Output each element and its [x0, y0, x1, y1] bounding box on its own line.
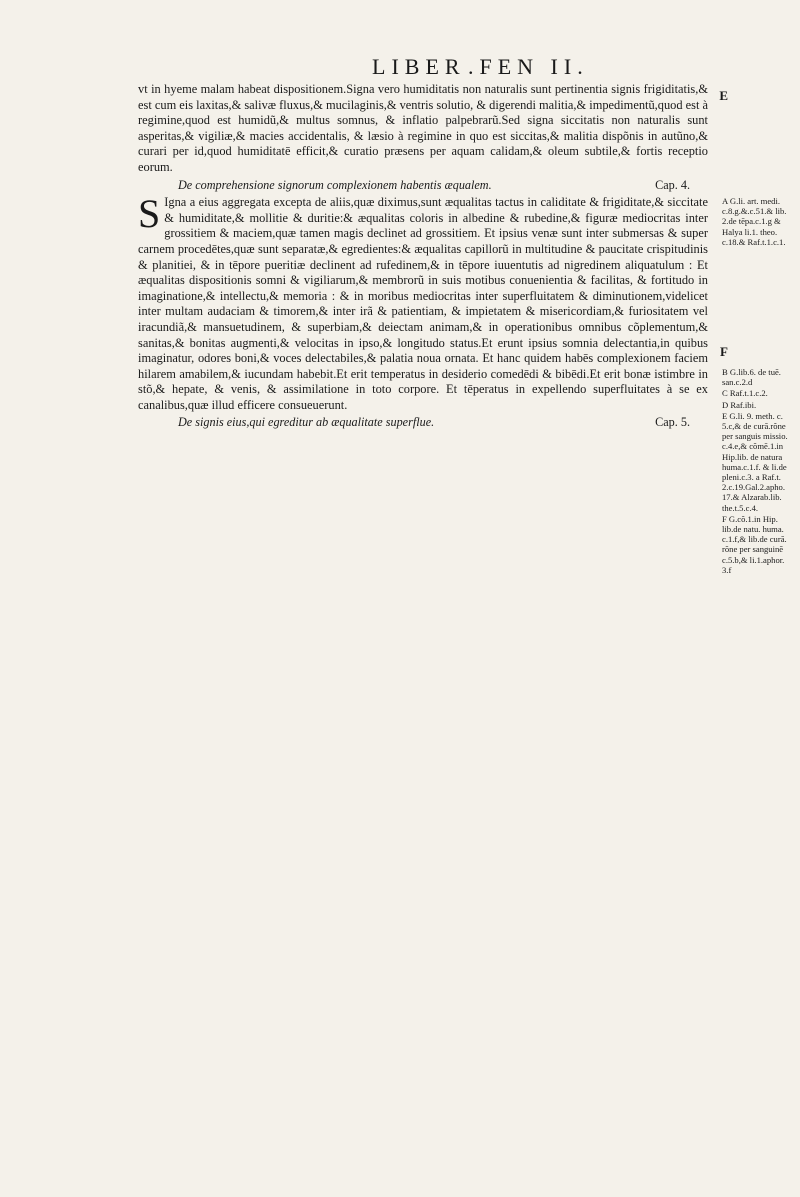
section-heading-text: De comprehensione signorum complexionem habentis æqualem.: [178, 177, 492, 192]
main-text-column: [138, 82, 728, 433]
header-left: LIBER: [372, 54, 466, 79]
side-letter-F: F: [720, 344, 728, 359]
chapter-number: Cap. 4.: [655, 177, 690, 192]
side-letter-E: E: [719, 88, 728, 103]
margin-note: D Raf.ibi.: [722, 399, 757, 410]
drop-cap-letter: S: [138, 191, 161, 237]
marginal-citations: [722, 196, 794, 576]
section-heading-5: [178, 415, 708, 431]
margin-note: F G.cõ.1.in Hip. lib.de natu. huma. c.1.f,& lib.de curā. rõne per sanguinē c.5.b,& li.1.aphor. 3.f: [722, 513, 787, 575]
section-heading-4: [178, 178, 708, 194]
paragraph-2: [138, 191, 708, 413]
margin-note: B G.lib.6. de tuē. san.c.2.d: [722, 367, 781, 388]
margin-note: C Raf.t.1.c.2.: [722, 388, 768, 399]
header-right: .FEN II.: [468, 54, 589, 79]
margin-note: E G.li. 9. meth. c. 5.c,& de curā.rõne per sanguis missio. c.4.e,& cõmē.1.in Hip.lib. de natura huma.c.1.f. & li.de pleni.c.3. a Raf.t. 2.c.19.Gal.2.apho. 17.& Alzarab.lib. the.t.5.c.4.: [722, 410, 788, 513]
margin-note: A G.li. art. medi. c.8.g.&.c.51.& lib. 2.de tēpa.c.1.g & Halya li.1. theo. c.18.& Raf.t.1.c.1.: [722, 196, 787, 247]
paragraph-1: vt in hyeme malam habeat dispositionem.Signa vero humiditatis non naturalis sunt pertinentia signis frigiditatis,& est cum eis laxitas,& salivæ fluxus,& mucilaginis,& ventris solutio, & digerendi malitia,& impedimentũ,quod est à regimine,quod est humidũ,& multus somnus, & inflatio palpebrarũ.Sed signa siccitatis non naturalis sunt asperitas,& vigiliæ,& macies accidentalis, & læsio à regimine in quo est siccitas,& malitia dispõnis in autũno,& curari per id,quod humiditatē efficit,& curatio præsens per aquam calidam,& oleum subtile,& fortis receptio eorum.: [138, 82, 708, 174]
paragraph-2-text: Igna a eius aggregata excepta de aliis,quæ diximus,sunt æqualitas tactus in caliditate & frigiditate,& siccitate & humiditate,& mollitie & duritie:& æqualitas coloris in albedine & rubedine,& figuræ mediocritas inter grossitiem & maciem,quæ tamen magis declinet ad grossitiem. Et ipsius venæ sunt inter submersas & super carnem procedētes,quæ sunt separatæ,& egredientes:& æqualitas capillorũ in multitudine & paucitate crispitudinis & planitiei, & in tēpore pueritiæ declinent ad rufedinem,& in tēpore iuuentutis ad nigredinem aliquatulum : Et æqualitas dispositionis somni & vigiliarum,& membrorũ in suis motibus conuenientia & facilitas, & fortitudo in imaginatione,& intellectu,& memoria : & in moribus mediocritas inter superfluitatem & diminutionem,videlicet inter multam audaciam & timorem,& inter irã & patientiam, & impietatem & misericordiam,& furiositatem vel iracundiã,& mansuetudinem, & superbiam,& deiectam animam,& in operationibus omnibus cõplementum,& sanitas,& bonitas augmenti,& velocitas in ipso,& longitudo status.Et erunt ipsius somnia delectantia,in quibus imaginatur, odores boni,& voces delectabiles,& palatia noua ornata. Et hanc quidem habēs complexionem faciem hilarem amabilem,& iucundam habebit.Et erit temperatus in desiderio comedēdi & bibēdi.Et erit bonæ istimbre in stõ,& hepate, & venis, & assimilatione in toto corpore. Et tēperatus in expellendo superfluitates à se ex canalibus,quæ illud efficere consueuerunt.: [138, 195, 708, 412]
section-heading-text: De signis eius,qui egreditur ab æqualitate superflue.: [178, 415, 435, 430]
chapter-number: Cap. 5.: [655, 415, 690, 430]
